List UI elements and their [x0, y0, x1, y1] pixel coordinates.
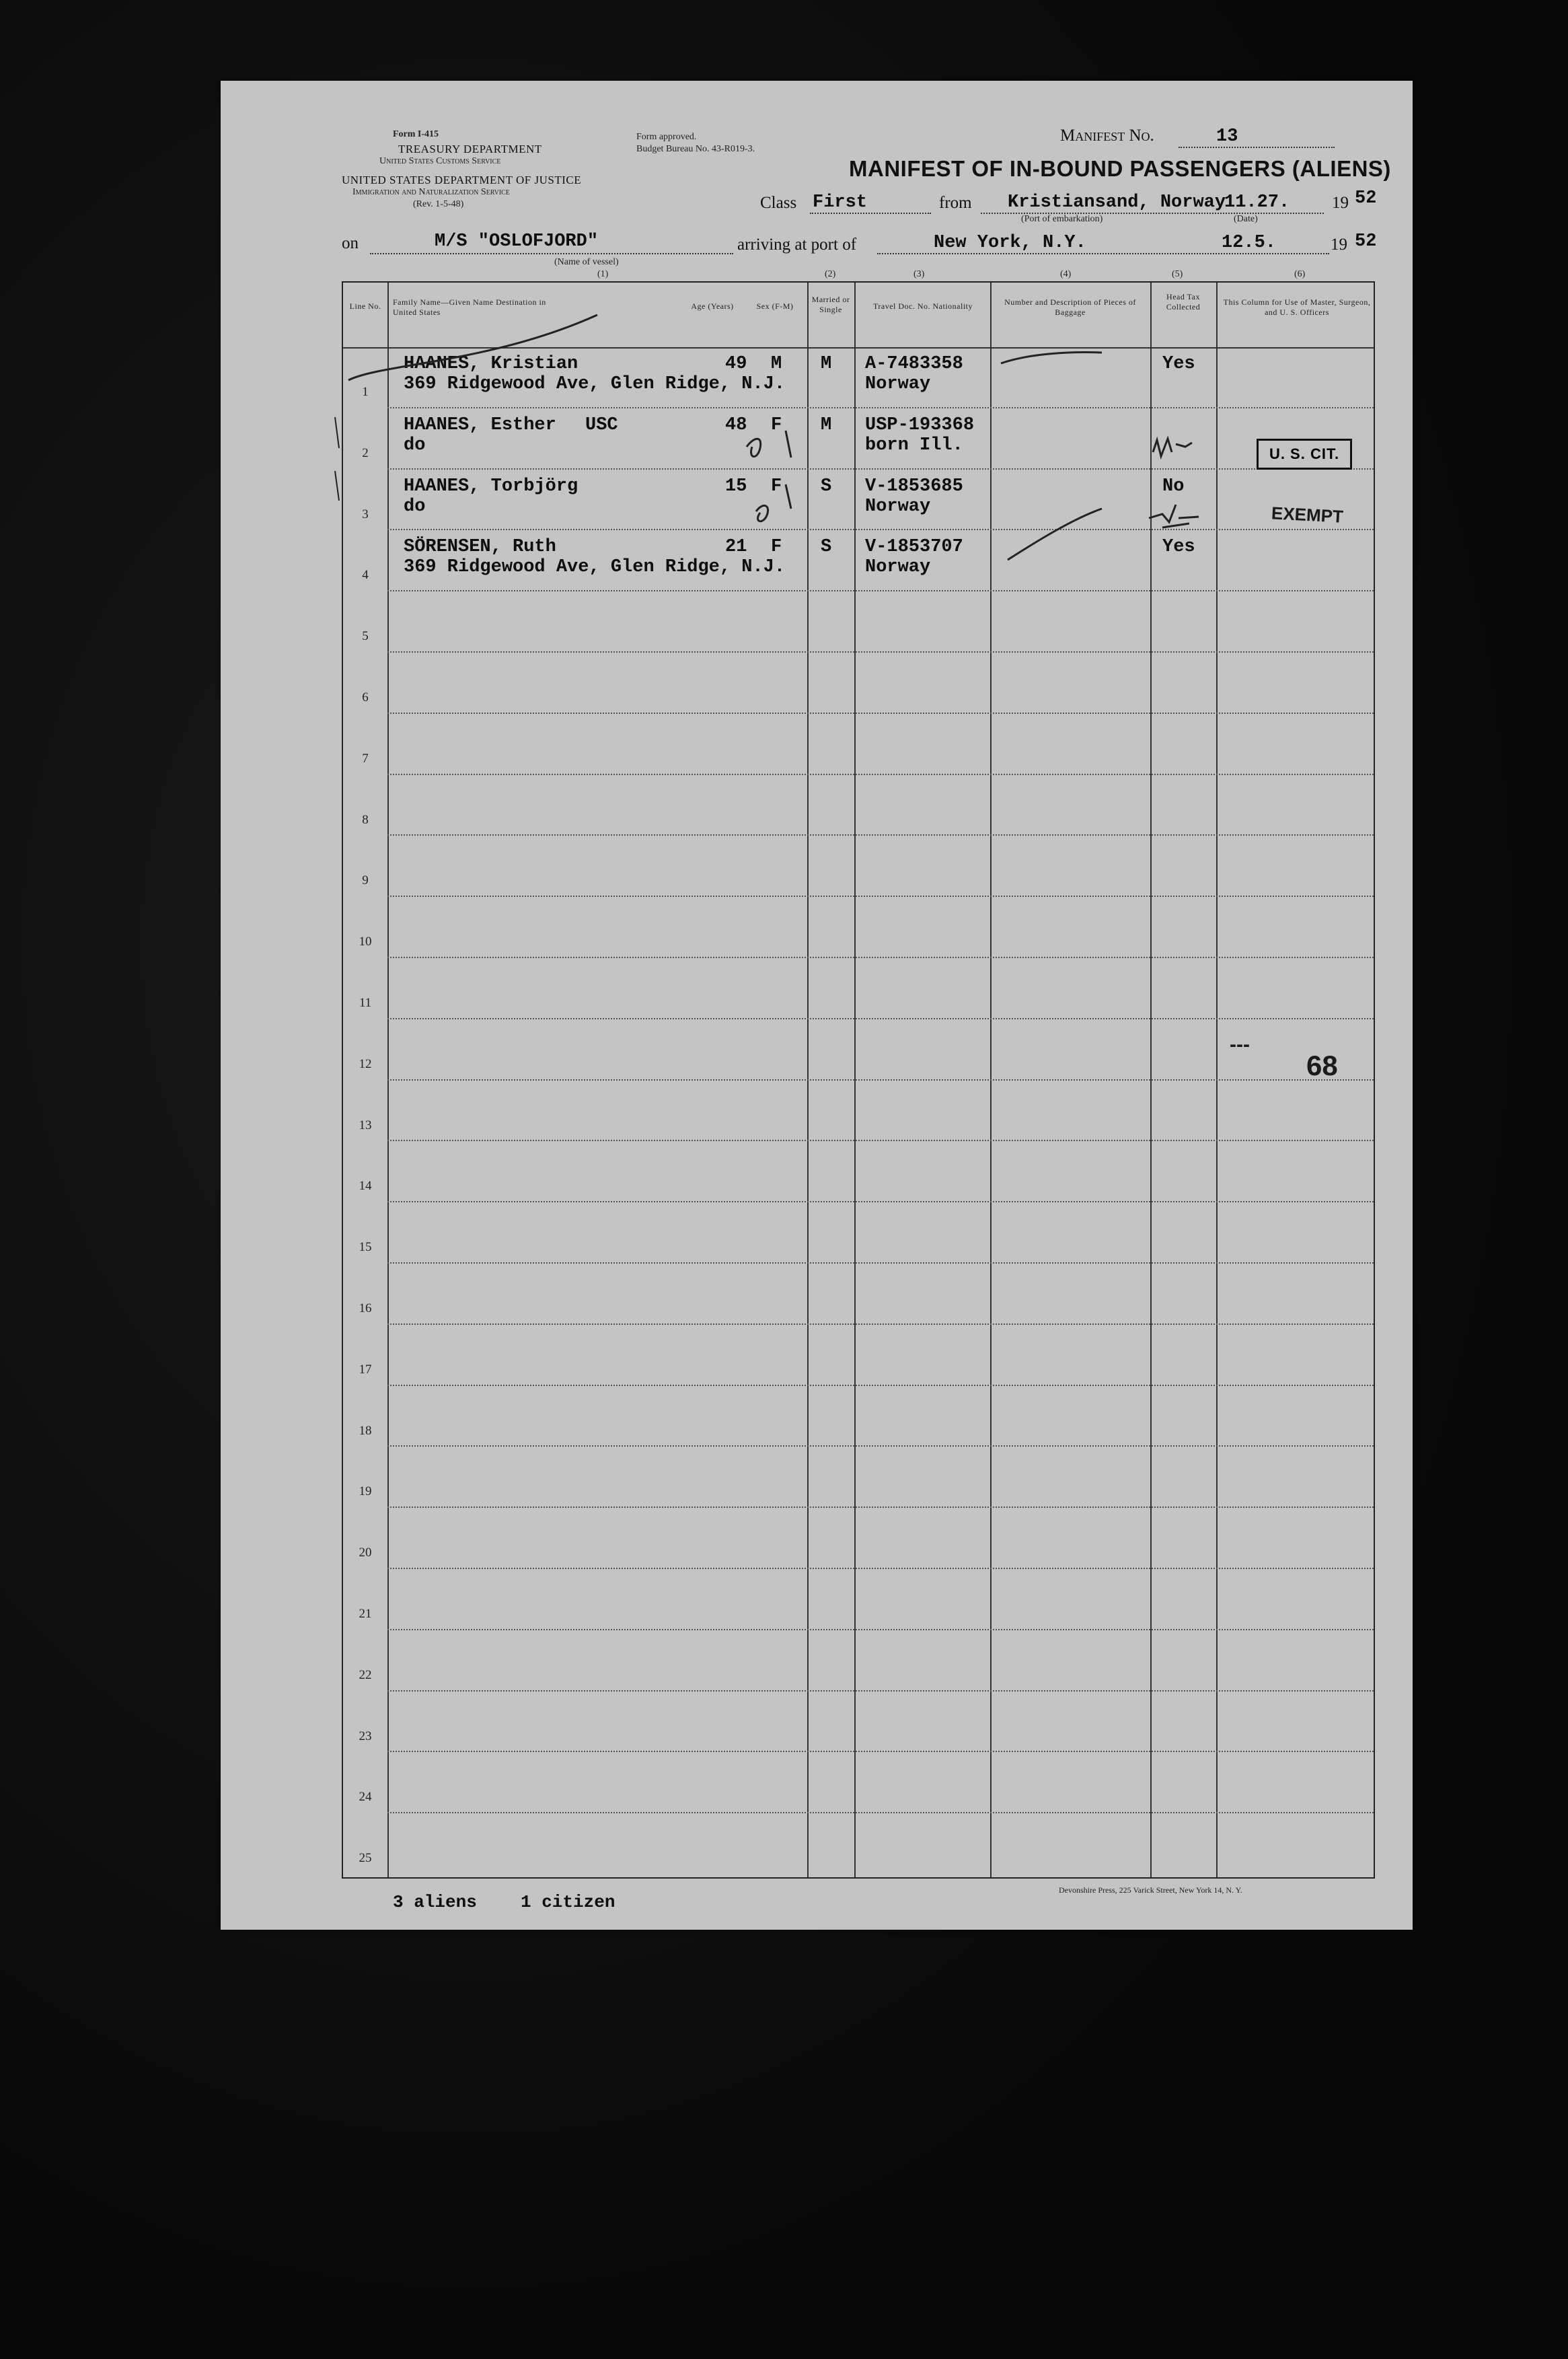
arrival-year-prefix: 19: [1331, 235, 1347, 254]
passenger-sex: M: [771, 354, 782, 374]
row-number: 6: [362, 690, 369, 704]
handwritten-number: 68: [1306, 1050, 1338, 1081]
passenger-note: USC: [585, 414, 618, 435]
row-number: 9: [362, 873, 369, 888]
passenger-dest: 369 Ridgewood Ave, Glen Ridge, N.J.: [404, 374, 786, 394]
ins-service: Immigration and Naturalization Service: [352, 187, 510, 197]
col-header-travel: Travel Doc. No. Nationality: [872, 301, 973, 311]
passenger-name: SÖRENSEN, Ruth: [404, 537, 556, 558]
budget-bureau: Budget Bureau No. 43-R019-3.: [636, 144, 755, 154]
passenger-nat: Norway: [865, 557, 931, 578]
row-number: 11: [359, 996, 372, 1010]
form-number: Form I-415: [393, 129, 439, 139]
passenger-tax: Yes: [1162, 354, 1195, 374]
tally-marks: ---: [1230, 1033, 1250, 1056]
customs-service: United States Customs Service: [379, 156, 501, 166]
form-approved: Form approved.: [636, 132, 697, 142]
col-num-2: (2): [825, 269, 836, 279]
embark-year-prefix: 19: [1332, 194, 1349, 212]
summary-aliens: 3 aliens: [393, 1892, 477, 1912]
manifest-number: 13: [1216, 126, 1238, 147]
passenger-ms: M: [821, 414, 832, 435]
row-number: 4: [362, 568, 369, 583]
col-header-name: Family Name—Given Name Destination in United States: [393, 297, 546, 317]
passenger-tax: Yes: [1162, 537, 1195, 558]
arriving-label: arriving at port of: [737, 235, 857, 254]
class-value: First: [813, 192, 868, 213]
row-number: 19: [359, 1484, 372, 1499]
manifest-label: Manifest No.: [1060, 126, 1154, 145]
col-header-officers: This Column for Use of Master, Surgeon, and U. S. Officers: [1223, 297, 1371, 317]
pen-strokes: [221, 81, 1413, 1930]
passenger-ms: M: [821, 354, 832, 374]
col-header-married: Married or Single: [811, 295, 850, 314]
col-num-6: (6): [1294, 269, 1306, 279]
row-number: 10: [359, 935, 372, 949]
from-label: from: [939, 194, 972, 212]
col-num-1: (1): [597, 269, 609, 279]
passenger-dest: do: [404, 496, 426, 517]
passenger-doc: V-1853707: [865, 537, 963, 558]
col-num-3: (3): [913, 269, 925, 279]
row-number: 13: [359, 1118, 372, 1132]
col-header-line: Line No.: [349, 301, 381, 311]
embark-year: 52: [1355, 188, 1377, 209]
class-label: Class: [760, 194, 797, 212]
row-number: 18: [359, 1423, 372, 1438]
passenger-sex: F: [771, 537, 782, 558]
row-number: 2: [362, 445, 369, 460]
passenger-nat: born Ill.: [865, 435, 963, 456]
justice-dept: UNITED STATES DEPARTMENT OF JUSTICE: [342, 174, 582, 186]
row-number: 3: [362, 507, 369, 521]
row-number: 23: [359, 1729, 372, 1743]
printer-imprint: Devonshire Press, 225 Varick Street, New York 14, N. Y.: [1059, 1885, 1242, 1895]
passenger-age: 49: [725, 354, 747, 374]
passenger-ms: S: [821, 537, 832, 558]
col-header-age: Age (Years): [691, 301, 734, 311]
passenger-sex: F: [771, 414, 782, 435]
passenger-dest: 369 Ridgewood Ave, Glen Ridge, N.J.: [404, 557, 786, 578]
exempt-stamp: EXEMPT: [1271, 503, 1344, 527]
row-number: 15: [359, 1240, 372, 1255]
arrival-date: 12.5.: [1222, 233, 1277, 253]
summary-citizen: 1 citizen: [521, 1892, 615, 1912]
passenger-age: 48: [725, 414, 747, 435]
embark-date: 11.27.: [1224, 192, 1290, 213]
row-number: 20: [359, 1546, 372, 1560]
row-number: 25: [359, 1851, 372, 1866]
passenger-sex: F: [771, 476, 782, 497]
passenger-tax: No: [1162, 476, 1185, 497]
passenger-ms: S: [821, 476, 832, 497]
col-header-headtax: Head Tax Collected: [1166, 292, 1201, 312]
page-title: MANIFEST OF IN-BOUND PASSENGERS (ALIENS): [849, 156, 1391, 181]
passenger-age: 21: [725, 537, 747, 558]
vessel-caption: (Name of vessel): [554, 257, 619, 267]
manifest-sheet: [221, 81, 1413, 1930]
vessel-name: M/S "OSLOFJORD": [435, 231, 599, 252]
passenger-dest: do: [404, 435, 426, 456]
col-header-baggage: Number and Description of Pieces of Baggage: [1004, 297, 1136, 317]
col-num-5: (5): [1172, 269, 1183, 279]
passenger-doc: V-1853685: [865, 476, 963, 497]
row-number: 7: [362, 751, 369, 766]
row-number: 22: [359, 1667, 372, 1682]
row-number: 12: [359, 1056, 372, 1071]
passenger-doc: USP-193368: [865, 414, 975, 435]
row-number: 21: [359, 1607, 372, 1621]
col-header-sex: Sex (F-M): [756, 301, 794, 311]
passenger-age: 15: [725, 476, 747, 497]
row-number: 1: [362, 385, 369, 399]
on-label: on: [342, 234, 359, 252]
passenger-nat: Norway: [865, 496, 931, 517]
passenger-doc: A-7483358: [865, 354, 963, 374]
row-number: 17: [359, 1362, 372, 1377]
port-embark-caption: (Port of embarkation): [1021, 214, 1103, 224]
treasury-dept: TREASURY DEPARTMENT: [398, 143, 542, 155]
row-number: 16: [359, 1301, 372, 1315]
arrival-port: New York, N.Y.: [934, 233, 1086, 253]
us-citizen-stamp: U. S. CIT.: [1257, 439, 1352, 470]
passenger-name: HAANES, Kristian: [404, 354, 578, 374]
form-revision: (Rev. 1-5-48): [413, 199, 464, 209]
row-number: 5: [362, 629, 369, 644]
col-num-4: (4): [1060, 269, 1072, 279]
row-number: 24: [359, 1790, 372, 1805]
date-caption: (Date): [1234, 214, 1258, 224]
row-number: 14: [359, 1179, 372, 1194]
passenger-name: HAANES, Torbjörg: [404, 476, 578, 497]
arrival-year: 52: [1355, 231, 1377, 252]
embark-port: Kristiansand, Norway: [1008, 192, 1226, 213]
passenger-name: HAANES, Esther: [404, 414, 556, 435]
passenger-nat: Norway: [865, 374, 931, 394]
row-number: 8: [362, 812, 369, 827]
